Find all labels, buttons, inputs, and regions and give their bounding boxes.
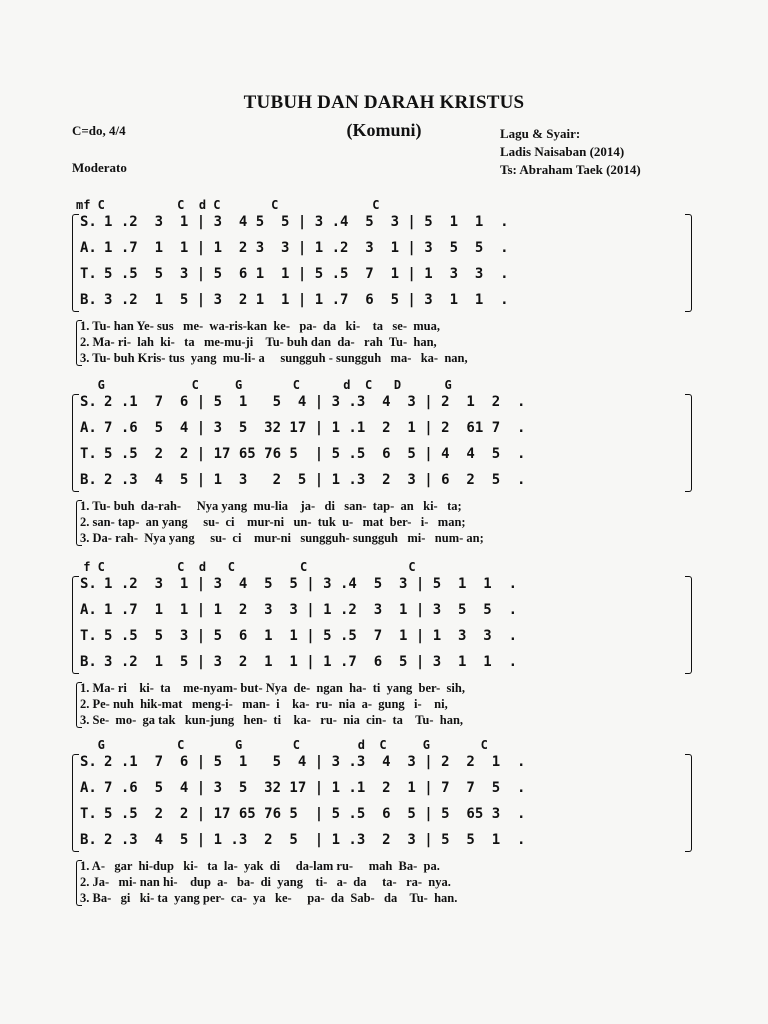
voice-row: [80, 654, 680, 676]
voice-staff: [76, 752, 692, 856]
lyrics-block: [80, 498, 690, 546]
lyric-line: 2. Ja- mi- nan hi- dup a- ba- di yang ti- a- da ta- ra- nya.: [80, 875, 451, 889]
voice-label: A.: [80, 240, 97, 256]
staff-brace: [685, 754, 692, 852]
lyric-line: 2. Pe- nuh hik-mat meng-i- man- i ka- ru- nia a- gung i- ni,: [80, 697, 448, 711]
voice-label: A.: [80, 602, 97, 618]
lyrics-block: [80, 318, 690, 366]
lyric-line: 3. Da- rah- Nya yang su- ci mur-ni sungguh- sungguh mi- num- an;: [80, 531, 484, 545]
voice-label: B.: [80, 472, 97, 488]
voice-notes: 5 .5 2 2 | 17 65 76 5 | 5 .5 6 5 | 4 4 5 .: [104, 446, 526, 462]
lyric-line: 1. Tu- buh da-rah- Nya yang mu-lia ja- di san- tap- an ki- ta;: [80, 499, 462, 513]
voice-row: [80, 394, 680, 416]
voice-notes: 5 .5 5 3 | 5 6 1 1 | 5 .5 7 1 | 1 3 3 .: [104, 628, 518, 644]
voice-label: A.: [80, 420, 97, 436]
lyrics-block: [80, 680, 690, 728]
voice-notes: 1 .7 1 1 | 1 2 3 3 | 1 .2 3 1 | 3 5 5 .: [104, 602, 518, 618]
lyric-line: 1. Ma- ri ki- ta me-nyam- but- Nya de- ngan ha- ti yang ber- sih,: [80, 681, 465, 695]
lyric-line: 3. Ba- gi ki- ta yang per- ca- ya ke- pa- da Sab- da Tu- han.: [80, 891, 458, 905]
voice-notes: 1 .2 3 1 | 3 4 5 5 | 3 .4 5 3 | 5 1 1 .: [104, 214, 509, 230]
staff-brace: [685, 214, 692, 312]
voice-notes: 7 .6 5 4 | 3 5 32 17 | 1 .1 2 1 | 2 61 7 .: [104, 420, 526, 436]
staff-brace: [72, 754, 79, 852]
voice-row: [80, 420, 680, 442]
lyric-line: 3. Se- mo- ga tak kun-jung hen- ti ka- ru- nia cin- ta Tu- han,: [80, 713, 464, 727]
key-signature: C=do, 4/4: [72, 123, 126, 138]
lyric-line: 2. Ma- ri- lah ki- ta me-mu-ji Tu- buh dan da- rah Tu- han,: [80, 335, 437, 349]
chord-symbols: mf C C d C C C: [76, 198, 380, 212]
staff-brace: [72, 394, 79, 492]
voice-notes: 2 .1 7 6 | 5 1 5 4 | 3 .3 4 3 | 2 2 1 .: [104, 754, 526, 770]
voice-row: [80, 576, 680, 598]
voice-staff: [76, 574, 692, 678]
staff-brace: [72, 214, 79, 312]
song-subtitle: (Komuni): [346, 120, 422, 140]
voice-label: S.: [80, 214, 97, 230]
voice-label: B.: [80, 832, 97, 848]
credits: [500, 125, 641, 179]
lyrics-block: [80, 858, 690, 906]
tempo-marking: Moderato: [72, 160, 127, 175]
voice-row: [80, 214, 680, 236]
voice-label: S.: [80, 394, 97, 410]
voice-label: T.: [80, 266, 97, 282]
staff-brace: [72, 576, 79, 674]
voice-notes: 2 .1 7 6 | 5 1 5 4 | 3 .3 4 3 | 2 1 2 .: [104, 394, 526, 410]
voice-label: T.: [80, 806, 97, 822]
voice-notes: 1 .2 3 1 | 3 4 5 5 | 3 .4 5 3 | 5 1 1 .: [104, 576, 518, 592]
voice-notes: 1 .7 1 1 | 1 2 3 3 | 1 .2 3 1 | 3 5 5 .: [104, 240, 509, 256]
voice-notes: 5 .5 5 3 | 5 6 1 1 | 5 .5 7 1 | 1 3 3 .: [104, 266, 509, 282]
staff-brace: [685, 394, 692, 492]
voice-label: S.: [80, 754, 97, 770]
voice-row: [80, 292, 680, 314]
credits-line: Lagu & Syair:: [500, 126, 581, 141]
staff-brace: [685, 576, 692, 674]
voice-row: [80, 240, 680, 262]
chord-symbols: f C C d C C C: [76, 560, 416, 574]
voice-row: [80, 266, 680, 288]
voice-label: T.: [80, 446, 97, 462]
voice-notes: 2 .3 4 5 | 1 .3 2 5 | 1 .3 2 3 | 5 5 1 .: [104, 832, 526, 848]
lyric-line: 2. san- tap- an yang su- ci mur-ni un- tuk u- mat ber- i- man;: [80, 515, 466, 529]
voice-row: [80, 628, 680, 650]
lyric-line: 1. A- gar hi-dup ki- ta la- yak di da-lam ru- mah Ba- pa.: [80, 859, 440, 873]
voice-row: [80, 832, 680, 854]
credits-line: Ts: Abraham Taek (2014): [500, 162, 641, 177]
voice-row: [80, 446, 680, 468]
chord-symbols: G C G C d C G C: [76, 738, 488, 752]
song-title: TUBUH DAN DARAH KRISTUS: [243, 92, 525, 113]
voice-label: B.: [80, 292, 97, 308]
voice-label: A.: [80, 780, 97, 796]
lyric-line: 3. Tu- buh Kris- tus yang mu-li- a sungguh - sungguh ma- ka- nan,: [80, 351, 468, 365]
lyric-line: 1. Tu- han Ye- sus me- wa-ris-kan ke- pa- da ki- ta se- mua,: [80, 319, 440, 333]
voice-label: T.: [80, 628, 97, 644]
voice-notes: 7 .6 5 4 | 3 5 32 17 | 1 .1 2 1 | 7 7 5 .: [104, 780, 526, 796]
voice-staff: [76, 212, 692, 316]
voice-row: [80, 602, 680, 624]
voice-staff: [76, 392, 692, 496]
voice-row: [80, 754, 680, 776]
voice-notes: 3 .2 1 5 | 3 2 1 1 | 1 .7 6 5 | 3 1 1 .: [104, 654, 518, 670]
voice-notes: 2 .3 4 5 | 1 3 2 5 | 1 .3 2 3 | 6 2 5 .: [104, 472, 526, 488]
voice-row: [80, 780, 680, 802]
voice-label: S.: [80, 576, 97, 592]
chord-symbols: G C G C d C D G: [76, 378, 452, 392]
voice-label: B.: [80, 654, 97, 670]
credits-line: Ladis Naisaban (2014): [500, 144, 625, 159]
voice-notes: 5 .5 2 2 | 17 65 76 5 | 5 .5 6 5 | 5 65 3 .: [104, 806, 526, 822]
voice-notes: 3 .2 1 5 | 3 2 1 1 | 1 .7 6 5 | 3 1 1 .: [104, 292, 509, 308]
voice-row: [80, 472, 680, 494]
voice-row: [80, 806, 680, 828]
